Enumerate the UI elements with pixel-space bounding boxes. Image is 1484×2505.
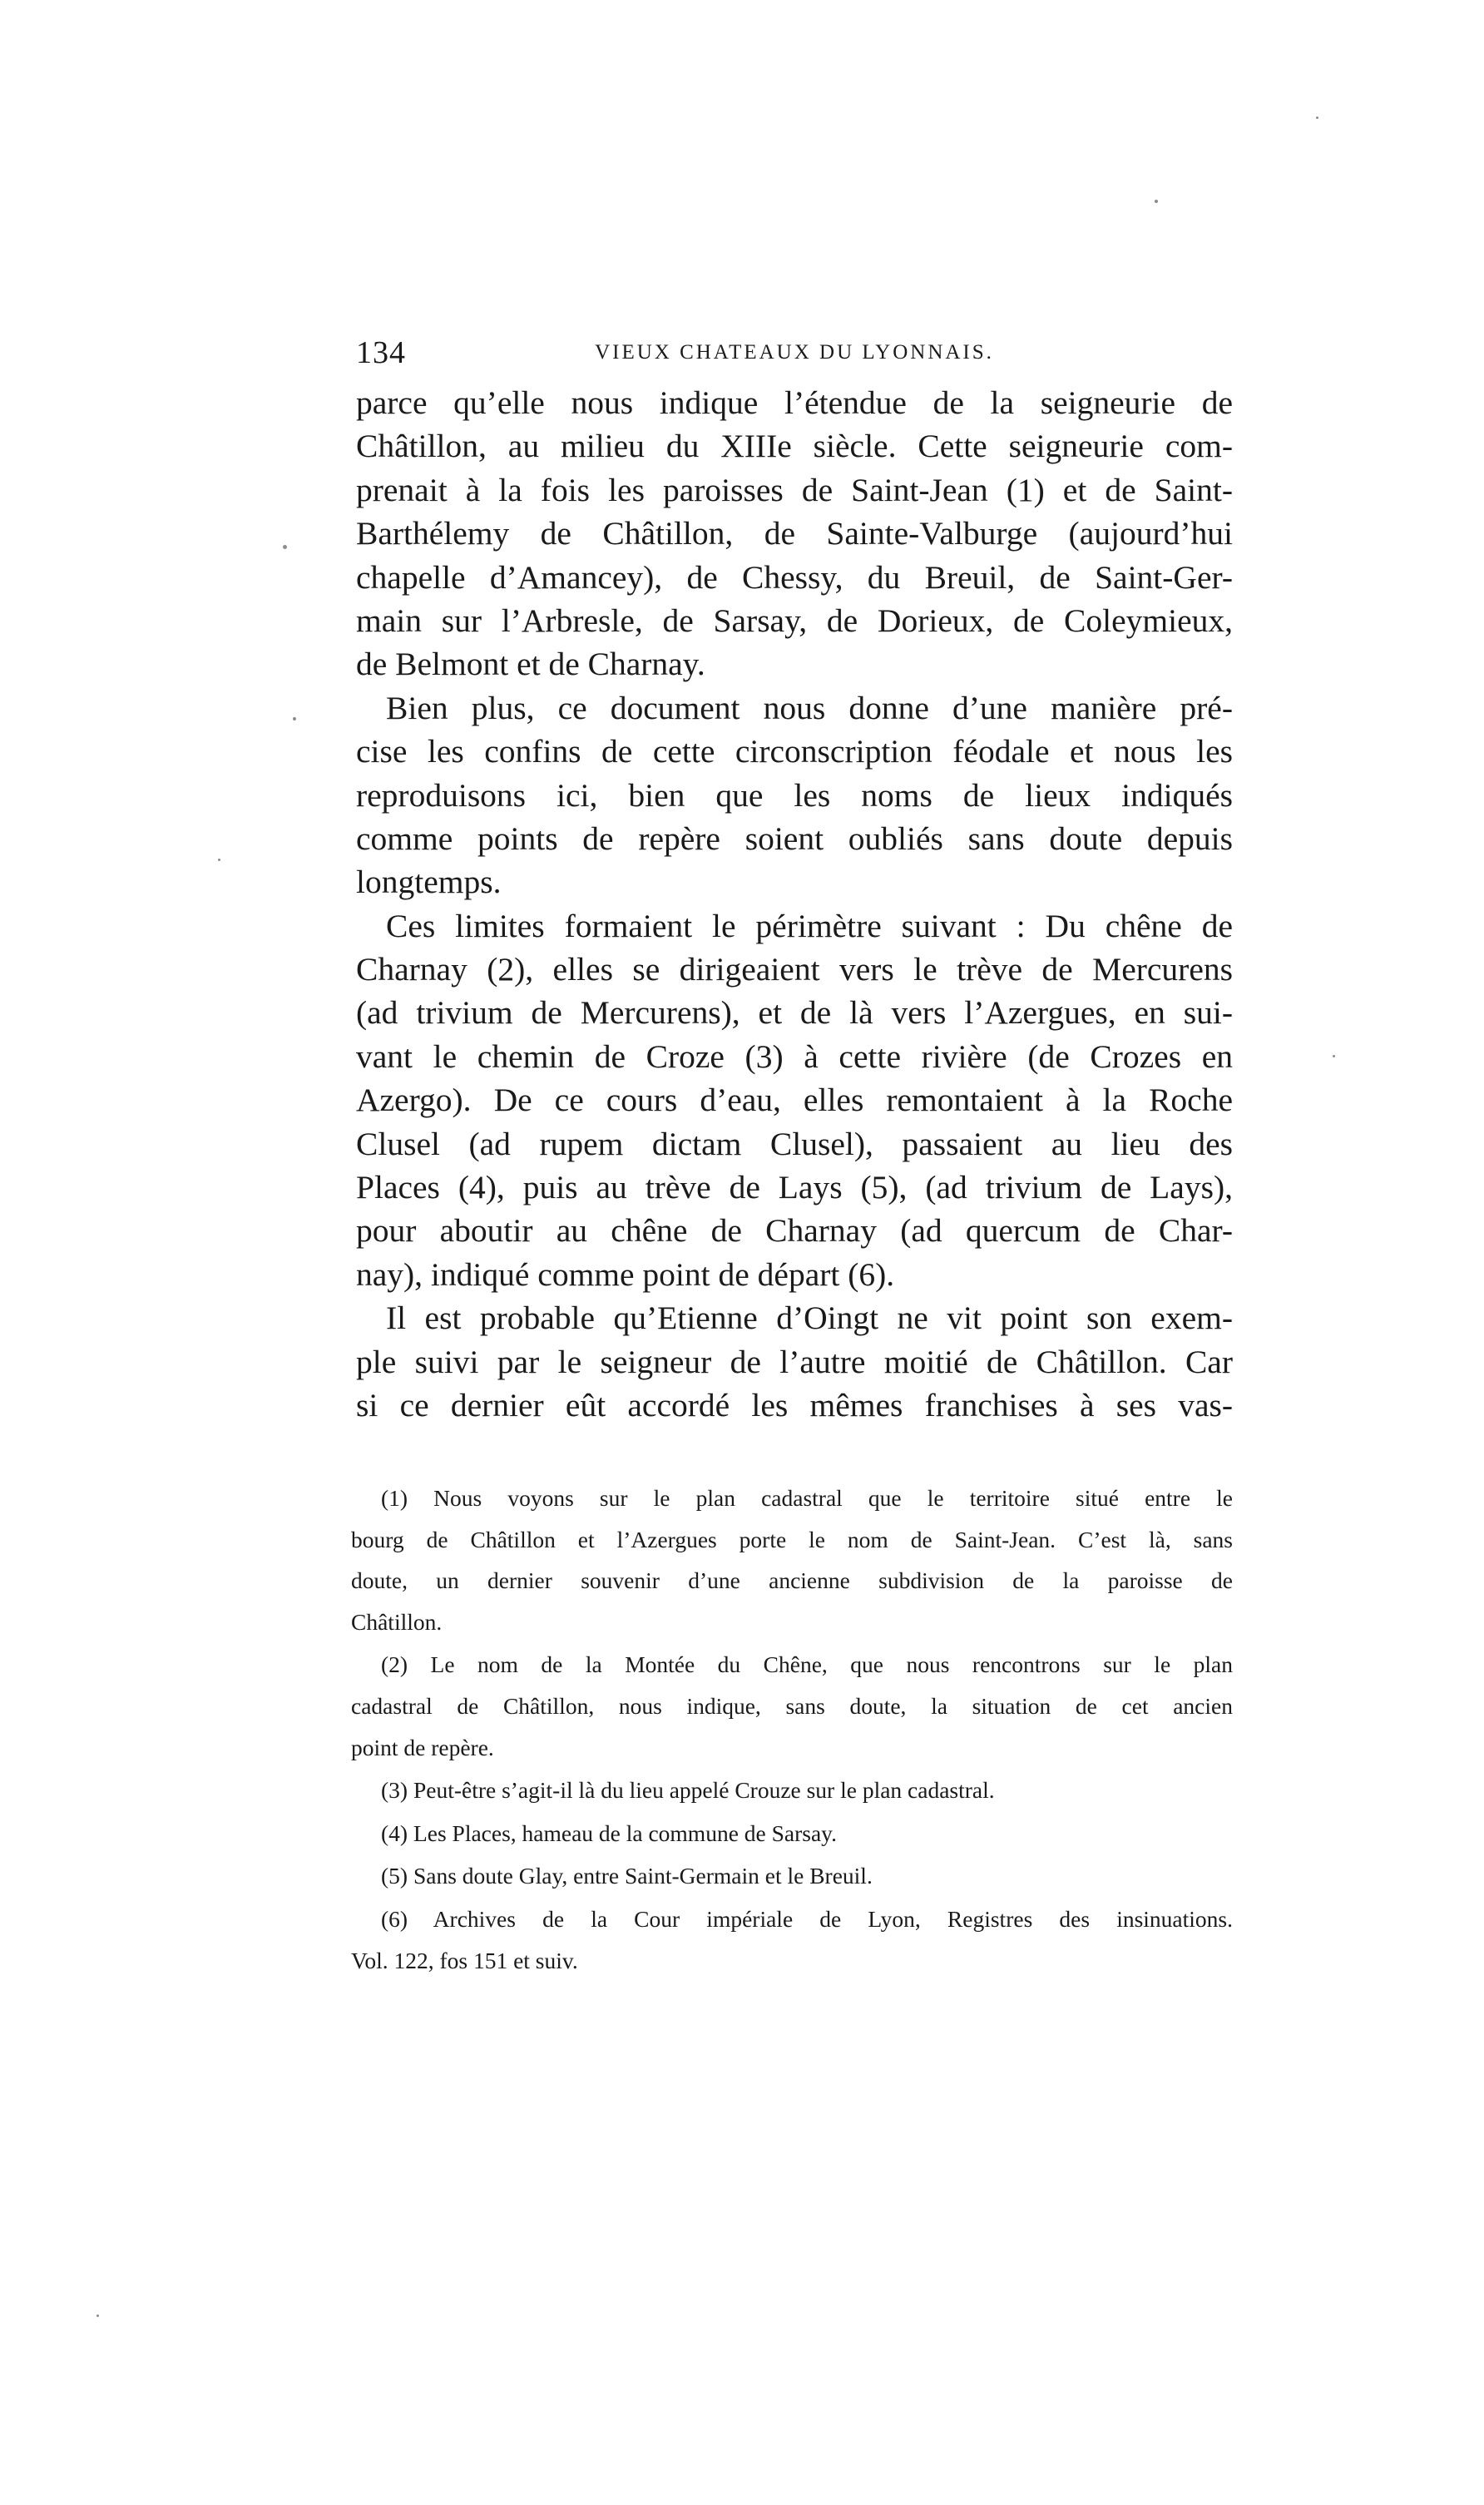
- footnote-line: point de repère.: [351, 1734, 494, 1760]
- text-line: Clusel (ad rupem dictam Clusel), passaient au lieu des: [356, 1125, 1233, 1162]
- text-line: parce qu’elle nous indique l’étendue de la seigneurie de: [356, 384, 1233, 421]
- text-line: vant le chemin de Croze (3) à cette rivière (de Crozes en: [356, 1037, 1233, 1075]
- footnote-line: (3) Peut-être s’agit-il là du lieu appelé Crouze sur le plan cadastral.: [381, 1777, 995, 1804]
- footnote-5: [351, 1855, 1233, 1897]
- scan-speck: [283, 545, 287, 549]
- paragraph-4: [356, 1296, 1233, 1427]
- scan-speck: [1155, 200, 1158, 203]
- text-line: Il est probable qu’Etienne d’Oingt ne vit point son exem-: [386, 1300, 1233, 1337]
- paragraph-2: [356, 686, 1233, 904]
- footnote-line: cadastral de Châtillon, nous indique, sans doute, la situation de cet ancien: [351, 1692, 1233, 1719]
- text-line: comme points de repère soient oubliés sans doute depuis: [356, 819, 1233, 857]
- page-number: 134: [356, 335, 406, 370]
- scan-speck: [218, 859, 220, 861]
- footnote-6: [351, 1899, 1233, 1981]
- text-line: pour aboutir au chêne de Charnay (ad quercum de Char-: [356, 1212, 1233, 1250]
- text-line: main sur l’Arbresle, de Sarsay, de Dorieux, de Coleymieux,: [356, 601, 1233, 639]
- text-line: prenait à la fois les paroisses de Saint-Jean (1) et de Saint-: [356, 471, 1233, 508]
- footnote-line: (5) Sans doute Glay, entre Saint-Germain et le Breuil.: [381, 1863, 873, 1889]
- text-line: Bien plus, ce document nous donne d’une manière pré-: [386, 689, 1233, 726]
- text-line: chapelle d’Amancey), de Chessy, du Breuil, de Saint-Ger-: [356, 558, 1233, 596]
- text-line: Azergo). De ce cours d’eau, elles remontaient à la Roche: [356, 1082, 1233, 1119]
- footnote-line: (2) Le nom de la Montée du Chêne, que nous rencontrons sur le plan: [381, 1651, 1233, 1678]
- running-title: VIEUX CHATEAUX DU LYONNAIS.: [595, 341, 994, 364]
- footnote-2: [351, 1644, 1233, 1768]
- footnote-1: [351, 1478, 1233, 1642]
- footnote-line: (4) Les Places, hameau de la commune de Sarsay.: [381, 1819, 838, 1846]
- text-line: Places (4), puis au trève de Lays (5), (ad trivium de Lays),: [356, 1169, 1233, 1206]
- footnote-line: doute, un dernier souvenir d’une ancienne subdivision de la paroisse de: [351, 1567, 1233, 1594]
- footnote-line: bourg de Châtillon et l’Azergues porte le nom de Saint-Jean. C’est là, sans: [351, 1526, 1233, 1552]
- text-line: reproduisons ici, bien que les noms de lieux indiqués: [356, 776, 1233, 814]
- text-line: Barthélemy de Châtillon, de Sainte-Valburge (aujourd’hui: [356, 515, 1233, 552]
- scan-speck: [1316, 116, 1318, 119]
- text-line: nay), indiqué comme point de départ (6).: [356, 1255, 895, 1293]
- text-line: si ce dernier eût accordé les mêmes franchises à ses vas-: [356, 1386, 1233, 1423]
- text-line: cise les confins de cette circonscription féodale et nous les: [356, 733, 1233, 770]
- footnote-line: Vol. 122, fos 151 et suiv.: [351, 1947, 578, 1973]
- footnote-4: [351, 1813, 1233, 1854]
- text-line: Ces limites formaient le périmètre suivant : Du chêne de: [386, 907, 1233, 944]
- scan-speck: [1333, 1055, 1335, 1057]
- footnote-3: [351, 1770, 1233, 1811]
- text-line: de Belmont et de Charnay.: [356, 646, 705, 683]
- text-line: longtemps.: [356, 864, 502, 901]
- footnote-line: Châtillon.: [351, 1608, 443, 1635]
- scan-speck: [293, 717, 296, 720]
- text-line: Charnay (2), elles se dirigeaient vers le trève de Mercurens: [356, 951, 1233, 988]
- scan-speck: [96, 2314, 99, 2317]
- footnote-line: (1) Nous voyons sur le plan cadastral que le territoire situé entre le: [381, 1485, 1233, 1511]
- text-line: Châtillon, au milieu du XIIIe siècle. Cette seigneurie com-: [356, 428, 1233, 465]
- footnotes: [351, 1478, 1233, 1983]
- page-header: [356, 334, 1233, 378]
- footnote-line: (6) Archives de la Cour impériale de Lyon, Registres des insinuations.: [381, 1905, 1233, 1932]
- paragraph-1: [356, 381, 1233, 686]
- text-line: ple suivi par le seigneur de l’autre moitié de Châtillon. Car: [356, 1343, 1233, 1380]
- text-line: (ad trivium de Mercurens), et de là vers l’Azergues, en sui-: [356, 994, 1233, 1032]
- paragraph-3: [356, 904, 1233, 1297]
- body-text: [356, 381, 1233, 1427]
